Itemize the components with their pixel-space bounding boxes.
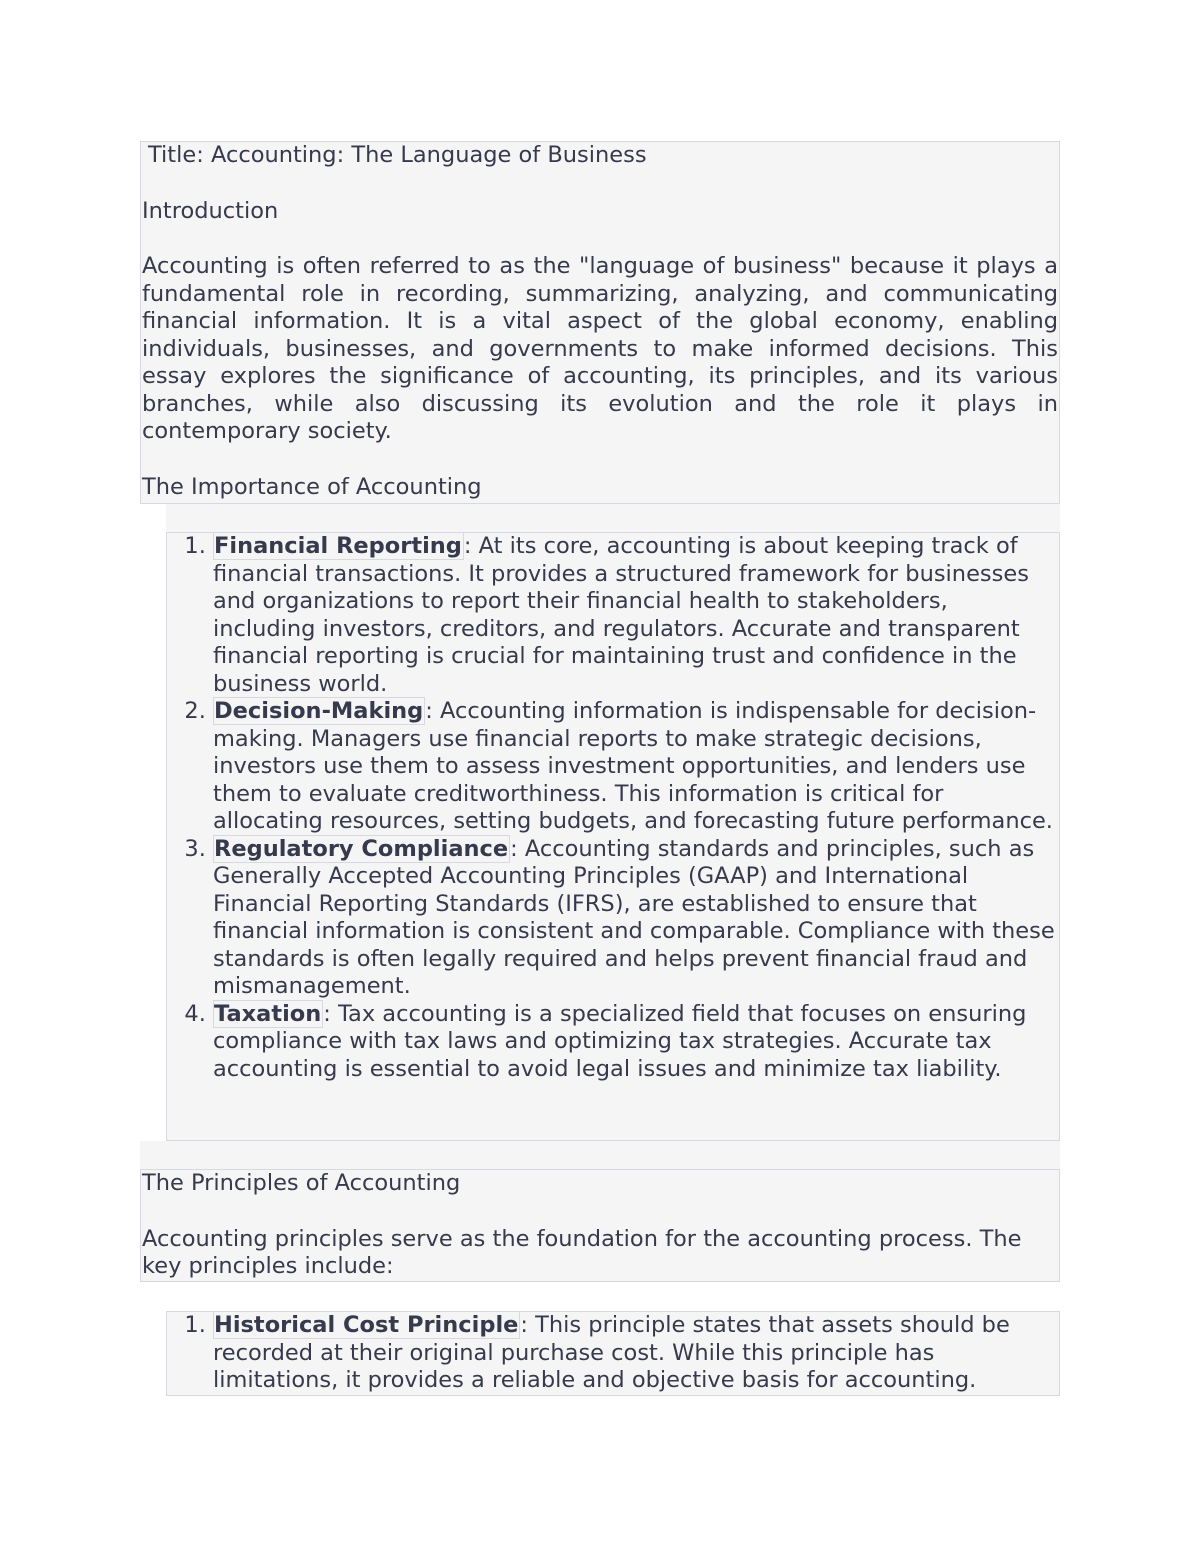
list-item-text: : At its core, accounting is about keeping track of financial transactions. It provides a structured framework for businesses and organizations to report their financial health to stakeholders, including investors, creditors, and regulators. Accurate and transparent financial reporting is crucial for maintaining trust and confidence in the business world. (213, 533, 1029, 697)
principles-list (167, 1312, 1055, 1395)
list-item-term: Historical Cost Principle (214, 1312, 519, 1338)
importance-list-section (166, 532, 1060, 1141)
list-item-text: : This principle states that assets should be recorded at their original purchase cost. While this principle has limitations, it provides a reliable and objective basis for accounting. (213, 1312, 1010, 1393)
list-item (213, 533, 1055, 698)
principles-section (140, 1169, 1060, 1282)
section-gap (140, 1141, 1060, 1171)
list-item-text: : Accounting standards and principles, such as Generally Accepted Accounting Principles (GAAP) and International Financial Reporting Standards (IFRS), are established to ensure that financial information is consistent and comparable. Compliance with these standards is often legally required and helps prevent financial fraud and mismanagement. (213, 835, 1055, 999)
intro-section (140, 141, 1060, 504)
introduction-heading: Introduction (142, 197, 279, 224)
list-item (213, 1312, 1055, 1395)
introduction-paragraph: Accounting is often referred to as the "language of business" because it plays a fundamental role in recording, summarizing, analyzing, and communicating financial information. It is a vital aspect of the global economy, enabling individuals, businesses, and governments to make informed decisions. This essay explores the significance of accounting, its principles, and its various branches, while also discussing its evolution and the role it plays in contemporary society. (142, 253, 1058, 444)
list-item (213, 698, 1055, 836)
list-item (213, 1001, 1055, 1084)
list-item-term: Regulatory Compliance (214, 835, 509, 862)
document-title: Title: Accounting: The Language of Business (148, 142, 647, 168)
list-item-text: : Tax accounting is a specialized field that focuses on ensuring compliance with tax laws and optimizing tax strategies. Accurate tax accounting is essential to avoid legal issues and minimize tax liability. (213, 1000, 1027, 1082)
principles-paragraph: Accounting principles serve as the foundation for the accounting process. The key principles include: (142, 1225, 1022, 1279)
principles-list-section (166, 1311, 1060, 1396)
section-gap (166, 504, 1060, 534)
list-item-term: Financial Reporting (214, 533, 462, 559)
principles-heading: The Principles of Accounting (142, 1170, 461, 1196)
list-item-term: Taxation (214, 1000, 322, 1027)
list-item-term: Decision-Making (214, 698, 424, 724)
importance-heading: The Importance of Accounting (142, 473, 482, 500)
list-item-text: : Accounting information is indispensable for decision-making. Managers use financial reports to make strategic decisions, investors use them to assess investment opportunities, and lenders use them to evaluate creditworthiness. This information is critical for allocating resources, setting budgets, and forecasting future performance. (213, 698, 1053, 834)
importance-list (167, 533, 1055, 1083)
list-item (213, 836, 1055, 1001)
